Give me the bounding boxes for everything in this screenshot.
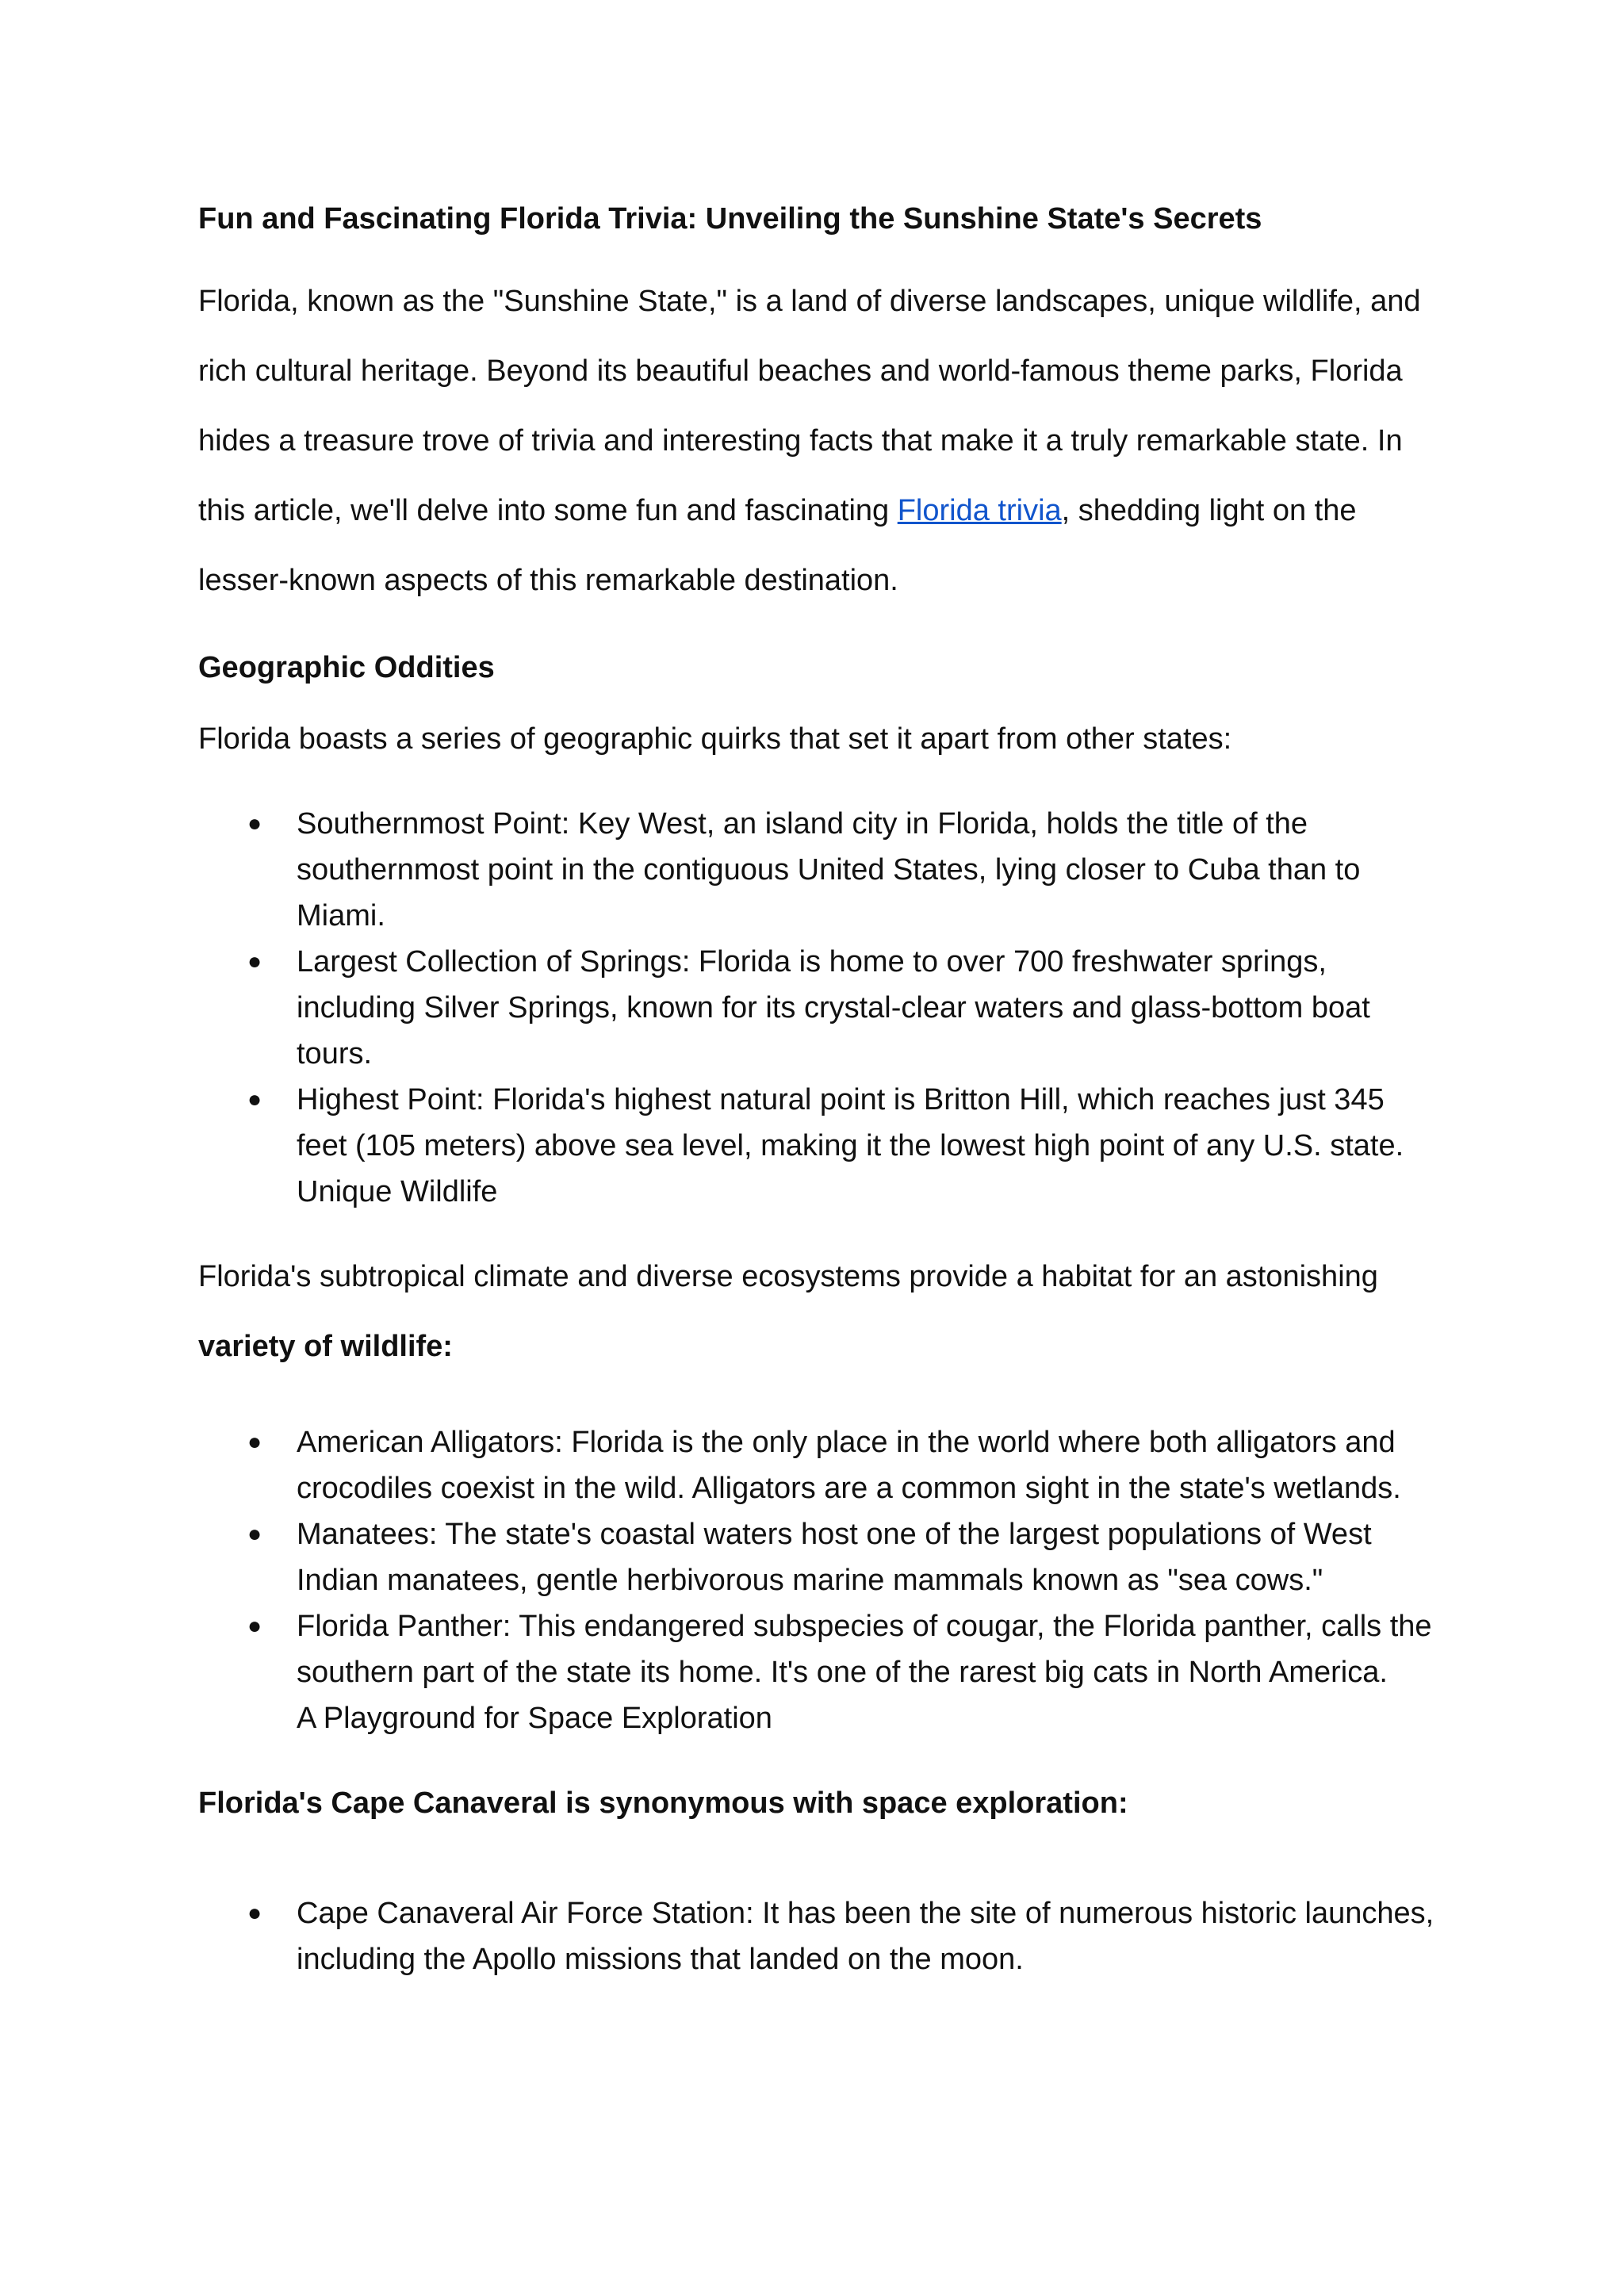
wildlife-item-text: Manatees: The state's coastal waters host one of the largest populations of West Indian manatees, gentle herbivorous marine mammals known as "sea cows." — [297, 1518, 1372, 1597]
wildlife-item-text: Florida Panther: This endangered subspecies of cougar, the Florida panther, calls the southern part of the state its home. It's one of the rarest big cats in North America. — [297, 1610, 1432, 1689]
list-item — [198, 801, 1435, 939]
intro-paragraph — [198, 266, 1435, 615]
wildlife-lead-line1: Florida's subtropical climate and diverse ecosystems provide a habitat for an astonishing — [198, 1260, 1378, 1293]
list-item — [198, 939, 1435, 1077]
list-item — [198, 1077, 1435, 1215]
geographic-lead: Florida boasts a series of geographic quirks that set it apart from other states: — [198, 722, 1232, 756]
bullet-icon: ● — [247, 810, 262, 837]
florida-trivia-link[interactable]: Florida trivia — [897, 494, 1062, 527]
geographic-item-text: Highest Point: Florida's highest natural point is Britton Hill, which reaches just 345 feet (105 meters) above sea level, making it the lowest high point of any U.S. state. — [297, 1083, 1404, 1162]
document-content — [198, 198, 1435, 1982]
space-list — [198, 1890, 1435, 1982]
geographic-oddities-heading: Geographic Oddities — [198, 651, 495, 684]
article-title: Fun and Fascinating Florida Trivia: Unveiling the Sunshine State's Secrets — [198, 202, 1262, 236]
intro-text-after-link: , shedding light on the lesser-known aspects of this remarkable destination. — [198, 494, 1357, 597]
space-exploration-heading: A Playground for Space Exploration — [297, 1702, 772, 1735]
geographic-item-text: Largest Collection of Springs: Florida is home to over 700 freshwater springs, including Silver Springs, known for its crystal-clear waters and glass-bottom boat tours. — [297, 945, 1370, 1070]
list-item — [198, 1511, 1435, 1603]
bullet-icon: ● — [247, 1521, 262, 1547]
wildlife-lead-line2: variety of wildlife: — [198, 1330, 453, 1363]
geographic-item-text: Southernmost Point: Key West, an island city in Florida, holds the title of the southernmost point in the contiguous United States, lying closer to Cuba than to Miami. — [297, 807, 1361, 933]
bullet-icon: ● — [247, 1429, 262, 1455]
intro-text-before-link: Florida, known as the "Sunshine State," is a land of diverse landscapes, unique wildlife, and rich cultural heritage. Beyond its beautiful beaches and world-famous theme parks, Florida hides a treasure trove of trivia and interesting facts that make it a truly remarkable state. In this article, we'll delve into some fun and fascinating — [198, 285, 1421, 527]
geographic-list — [198, 801, 1435, 1215]
bullet-icon: ● — [247, 1086, 262, 1113]
bullet-icon: ● — [247, 948, 262, 975]
bullet-icon: ● — [247, 1900, 262, 1926]
list-item — [198, 1603, 1435, 1741]
bullet-icon: ● — [247, 1613, 262, 1639]
cape-canaveral-lead: Florida's Cape Canaveral is synonymous with space exploration: — [198, 1787, 1128, 1820]
space-item-text: Cape Canaveral Air Force Station: It has been the site of numerous historic launches, including the Apollo missions that landed on the moon. — [297, 1897, 1434, 1976]
wildlife-lead — [198, 1242, 1435, 1381]
unique-wildlife-heading: Unique Wildlife — [297, 1175, 498, 1208]
list-item — [198, 1890, 1435, 1982]
wildlife-item-text: American Alligators: Florida is the only place in the world where both alligators and crocodiles coexist in the wild. Alligators are a common sight in the state's wetlands. — [297, 1426, 1401, 1505]
list-item — [198, 1419, 1435, 1511]
wildlife-list — [198, 1419, 1435, 1741]
